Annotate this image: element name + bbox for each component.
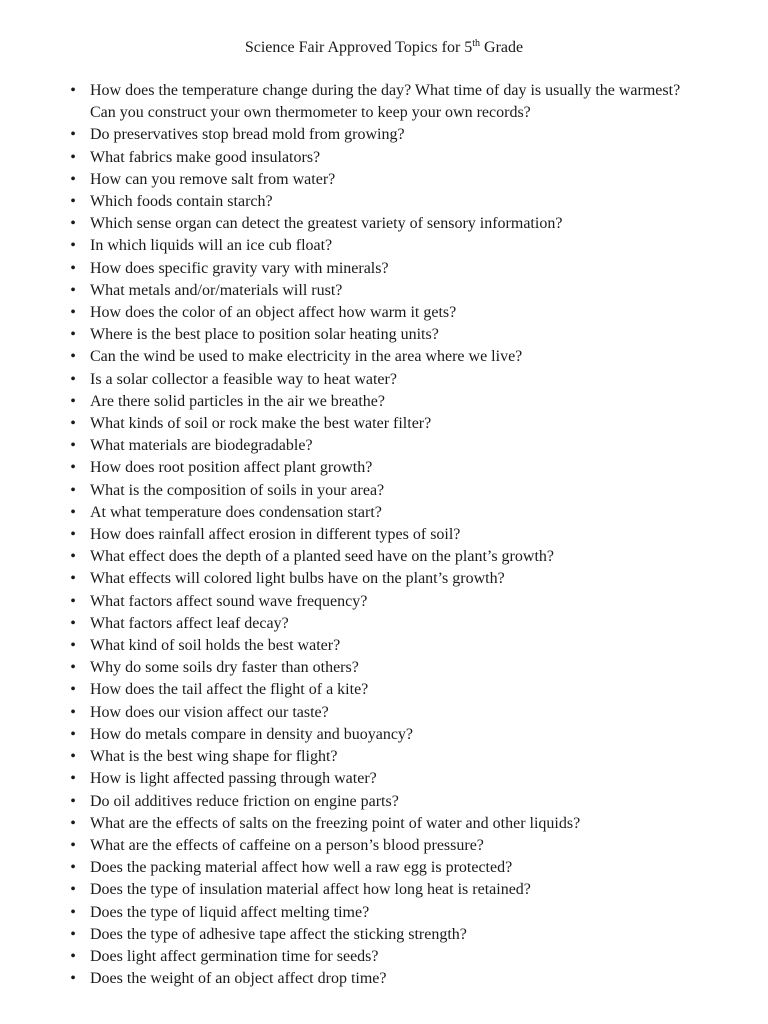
topic-text: How does our vision affect our taste? [90,703,329,721]
bullet-icon: • [70,370,76,388]
bullet-icon: • [70,814,76,832]
bullet-icon: • [70,681,76,699]
bullet-icon: • [70,503,76,521]
topic-text: How do metals compare in density and buoyancy? [90,725,414,743]
topic-text: Which sense organ can detect the greatest variety of sensory information? [90,215,563,233]
list-item [64,302,704,324]
list-item [64,702,704,724]
bullet-icon: • [70,792,76,810]
topic-text: How does the tail affect the flight of a kite? [90,681,369,699]
topic-text: Do preservatives stop bread mold from growing? [90,126,405,144]
bullet-icon: • [70,415,76,433]
topic-text: Does light affect germination time for seeds? [90,947,379,965]
bullet-icon: • [70,348,76,366]
topic-text: Does the packing material affect how well a raw egg is protected? [90,859,513,877]
list-item [64,258,704,280]
list-item [64,635,704,657]
topic-text: Do oil additives reduce friction on engine parts? [90,792,399,810]
topic-text: What effects will colored light bulbs have on the plant’s growth? [90,570,505,588]
topic-text: Does the type of liquid affect melting time? [90,903,370,921]
list-item [64,502,704,524]
list-item [64,524,704,546]
topic-text: Does the weight of an object affect drop time? [90,970,387,988]
topic-text: Can the wind be used to make electricity in the area where we live? [90,348,523,366]
topic-text: What kind of soil holds the best water? [90,637,341,655]
bullet-icon: • [70,326,76,344]
bullet-icon: • [70,459,76,477]
topic-text: How does specific gravity vary with minerals? [90,259,389,277]
list-item [64,235,704,257]
list-item [64,191,704,213]
topic-text: What fabrics make good insulators? [90,148,321,166]
bullet-icon: • [70,881,76,899]
bullet-icon: • [70,82,76,99]
bullet-icon: • [70,836,76,854]
topic-text: What are the effects of salts on the freezing point of water and other liquids? [90,814,581,832]
list-item [64,80,704,124]
bullet-icon: • [70,148,76,166]
topic-list [64,80,704,990]
topic-text: Where is the best place to position solar heating units? [90,326,439,344]
list-item [64,879,704,901]
list-item [64,457,704,479]
list-item [64,391,704,413]
list-item [64,813,704,835]
bullet-icon: • [70,281,76,299]
bullet-icon: • [70,725,76,743]
topic-text: Does the type of insulation material affect how long heat is retained? [90,881,531,899]
list-item [64,369,704,391]
list-item [64,169,704,191]
bullet-icon: • [70,259,76,277]
list-item [64,924,704,946]
list-item [64,124,704,146]
topic-text: How does the temperature change during the day? What time of day is usually the warmest? Can you construct your own thermometer to keep your own records? [90,82,681,122]
topic-text: How is light affected passing through water? [90,770,377,788]
title-text: Science Fair Approved Topics for 5 [244,39,473,56]
list-item [64,435,704,457]
bullet-icon: • [70,481,76,499]
bullet-icon: • [70,637,76,655]
topic-text: What kinds of soil or rock make the best water filter? [90,415,432,433]
list-item [64,768,704,790]
topic-text: What is the composition of soils in your area? [90,481,385,499]
bullet-icon: • [70,215,76,233]
topic-text: How does root position affect plant growth? [90,459,373,477]
list-item [64,546,704,568]
topic-text: How can you remove salt from water? [90,170,336,188]
list-item [64,568,704,590]
bullet-icon: • [70,126,76,144]
list-item [64,746,704,768]
list-item [64,724,704,746]
bullet-icon: • [70,548,76,566]
title-suffix: Grade [480,39,524,56]
list-item [64,413,704,435]
bullet-icon: • [70,193,76,211]
bullet-icon: • [70,304,76,322]
topic-text: What factors affect sound wave frequency? [90,592,368,610]
bullet-icon: • [70,614,76,632]
bullet-icon: • [70,770,76,788]
topic-text: Are there solid particles in the air we breathe? [90,392,385,410]
list-item [64,679,704,701]
topic-text: In which liquids will an ice cub float? [90,237,333,255]
topic-text: What effect does the depth of a planted seed have on the plant’s growth? [90,548,554,566]
bullet-icon: • [70,659,76,677]
topic-text: How does the color of an object affect how warm it gets? [90,304,457,322]
topic-text: What materials are biodegradable? [90,437,313,455]
bullet-icon: • [70,925,76,943]
bullet-icon: • [70,748,76,766]
topic-text: At what temperature does condensation start? [90,503,382,521]
list-item [64,791,704,813]
list-item [64,346,704,368]
topic-text: Which foods contain starch? [90,193,273,211]
topic-text: Is a solar collector a feasible way to heat water? [90,370,397,388]
list-item [64,835,704,857]
list-item [64,213,704,235]
bullet-icon: • [70,703,76,721]
topic-text: What are the effects of caffeine on a person’s blood pressure? [90,836,484,854]
list-item [64,591,704,613]
topic-text: Why do some soils dry faster than others? [90,659,359,677]
bullet-icon: • [70,570,76,588]
list-item [64,324,704,346]
list-item [64,657,704,679]
topic-text: Does the type of adhesive tape affect the sticking strength? [90,925,467,943]
bullet-icon: • [70,170,76,188]
bullet-icon: • [70,947,76,965]
bullet-icon: • [70,437,76,455]
title-superscript: th [472,38,481,49]
list-item [64,280,704,302]
list-item [64,902,704,924]
list-item [64,480,704,502]
topic-text: What factors affect leaf decay? [90,614,289,632]
bullet-icon: • [70,903,76,921]
bullet-icon: • [70,592,76,610]
topic-text: How does rainfall affect erosion in different types of soil? [90,526,461,544]
bullet-icon: • [70,526,76,544]
topic-text: What is the best wing shape for flight? [90,748,338,766]
page-title [0,38,768,58]
bullet-icon: • [70,859,76,877]
list-item [64,857,704,879]
list-item [64,613,704,635]
bullet-icon: • [70,237,76,255]
list-item [64,147,704,169]
bullet-icon: • [70,392,76,410]
topic-text: What metals and/or/materials will rust? [90,281,343,299]
list-item [64,946,704,968]
list-item [64,968,704,990]
bullet-icon: • [70,970,76,988]
